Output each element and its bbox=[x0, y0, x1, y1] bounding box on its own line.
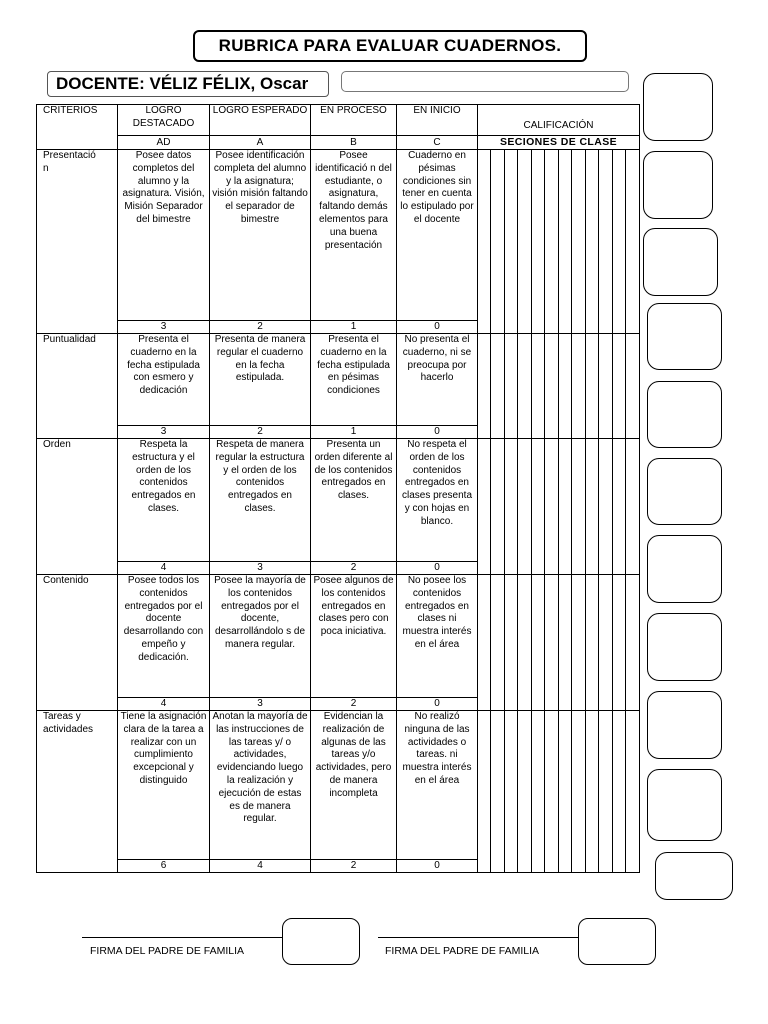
signature-line-2 bbox=[378, 937, 578, 938]
grade-cell[interactable] bbox=[478, 575, 491, 711]
header-secciones: SECIONES DE CLASE bbox=[478, 136, 640, 150]
grade-cell[interactable] bbox=[545, 439, 559, 575]
grade-cell[interactable] bbox=[626, 334, 640, 439]
score-cell: 3 bbox=[210, 562, 311, 575]
grade-cell[interactable] bbox=[599, 575, 613, 711]
rubric-row bbox=[37, 150, 640, 321]
grade-cell[interactable] bbox=[518, 575, 532, 711]
score-cell: 6 bbox=[118, 860, 210, 873]
grade-cell[interactable] bbox=[532, 711, 545, 873]
grade-cell[interactable] bbox=[545, 334, 559, 439]
cell-criterio: Contenido bbox=[37, 575, 118, 711]
grade-cell[interactable] bbox=[532, 334, 545, 439]
grade-cell[interactable] bbox=[518, 439, 532, 575]
header-b: B bbox=[311, 136, 397, 150]
grade-cell[interactable] bbox=[613, 334, 626, 439]
signature-box-1[interactable] bbox=[282, 918, 360, 965]
grade-cell[interactable] bbox=[545, 711, 559, 873]
side-box-8[interactable] bbox=[647, 613, 722, 681]
cell-en-inicio: Cuaderno en pésimas condiciones sin tener en cuenta lo estipulado por el docente bbox=[397, 150, 478, 321]
rubric-row bbox=[37, 334, 640, 426]
cell-en-proceso: Evidencian la realización de algunas de las tareas y/o actividades, pero de manera incompleta bbox=[311, 711, 397, 860]
grade-cell[interactable] bbox=[626, 575, 640, 711]
grade-cell[interactable] bbox=[532, 439, 545, 575]
rubric-row bbox=[37, 575, 640, 698]
grade-cell[interactable] bbox=[599, 334, 613, 439]
grade-cell[interactable] bbox=[613, 150, 626, 334]
grade-cell[interactable] bbox=[505, 711, 518, 873]
score-cell: 4 bbox=[210, 860, 311, 873]
cell-en-inicio: No presenta el cuaderno, ni se preocupa por hacerlo bbox=[397, 334, 478, 426]
header-calificacion: CALIFICACIÓN bbox=[478, 105, 640, 136]
header-en-proceso: EN PROCESO bbox=[311, 105, 397, 136]
grade-cell[interactable] bbox=[599, 439, 613, 575]
grade-cell[interactable] bbox=[586, 150, 599, 334]
cell-logro-destacado: Posee todos los contenidos entregados por el docente desarrollando con empeño y dedicación. bbox=[118, 575, 210, 698]
cell-logro-esperado: Posee identificación completa del alumno y la asignatura; visión misión faltando el separador de bimestre bbox=[210, 150, 311, 321]
grade-cell[interactable] bbox=[586, 711, 599, 873]
score-cell: 2 bbox=[210, 321, 311, 334]
side-box-10[interactable] bbox=[647, 769, 722, 841]
cell-logro-esperado: Presenta de manera regular el cuaderno en la fecha estipulada. bbox=[210, 334, 311, 426]
side-box-6[interactable] bbox=[647, 458, 722, 525]
grade-cell[interactable] bbox=[518, 711, 532, 873]
score-cell: 0 bbox=[397, 860, 478, 873]
grade-cell[interactable] bbox=[613, 575, 626, 711]
signature-label-1: FIRMA DEL PADRE DE FAMILIA bbox=[90, 945, 245, 957]
grade-cell[interactable] bbox=[613, 711, 626, 873]
grade-cell[interactable] bbox=[491, 711, 505, 873]
cell-criterio: Tareas y actividades bbox=[37, 711, 118, 873]
header-a: A bbox=[210, 136, 311, 150]
score-cell: 0 bbox=[397, 562, 478, 575]
grade-cell[interactable] bbox=[559, 575, 572, 711]
cell-logro-destacado: Presenta el cuaderno en la fecha estipulada con esmero y dedicación bbox=[118, 334, 210, 426]
side-box-3[interactable] bbox=[643, 228, 718, 296]
grade-cell[interactable] bbox=[572, 575, 586, 711]
grade-cell[interactable] bbox=[545, 575, 559, 711]
grade-cell[interactable] bbox=[478, 334, 491, 439]
grade-cell[interactable] bbox=[491, 575, 505, 711]
side-box-2[interactable] bbox=[643, 151, 713, 219]
score-cell: 0 bbox=[397, 426, 478, 439]
grade-cell[interactable] bbox=[532, 150, 545, 334]
grade-cell[interactable] bbox=[518, 150, 532, 334]
score-cell: 2 bbox=[210, 426, 311, 439]
score-cell: 4 bbox=[118, 698, 210, 711]
rubric-table bbox=[36, 104, 640, 873]
cell-logro-destacado: Tiene la asignación clara de la tarea a realizar con un cumplimiento excepcional y distinguido bbox=[118, 711, 210, 860]
grade-cell[interactable] bbox=[559, 711, 572, 873]
rubric-row bbox=[37, 439, 640, 562]
grade-cell[interactable] bbox=[491, 334, 505, 439]
cell-en-inicio: No respeta el orden de los contenidos entregados en clases presenta y con hojas en blanco. bbox=[397, 439, 478, 562]
grade-cell[interactable] bbox=[572, 439, 586, 575]
cell-logro-esperado: Posee la mayoría de los contenidos entregados por el docente, desarrollándolo s de manera regular. bbox=[210, 575, 311, 698]
score-cell: 4 bbox=[118, 562, 210, 575]
score-cell: 2 bbox=[311, 562, 397, 575]
docente-field: DOCENTE: VÉLIZ FÉLIX, Oscar bbox=[47, 71, 329, 97]
grade-cell[interactable] bbox=[505, 334, 518, 439]
score-cell: 0 bbox=[397, 698, 478, 711]
page-title: RUBRICA PARA EVALUAR CUADERNOS. bbox=[193, 30, 587, 62]
grade-cell[interactable] bbox=[586, 334, 599, 439]
score-cell: 2 bbox=[311, 860, 397, 873]
score-cell: 0 bbox=[397, 321, 478, 334]
grade-cell[interactable] bbox=[586, 575, 599, 711]
grade-cell[interactable] bbox=[572, 150, 586, 334]
cell-logro-destacado: Posee datos completos del alumno y la asignatura. Visión, Misión Separador del bimestre bbox=[118, 150, 210, 321]
grade-cell[interactable] bbox=[599, 150, 613, 334]
side-box-4[interactable] bbox=[647, 303, 722, 370]
side-box-1[interactable] bbox=[643, 73, 713, 141]
cell-criterio: Presentació n bbox=[37, 150, 118, 334]
cell-logro-esperado: Anotan la mayoría de las instrucciones de las tareas y/ o actividades, evidenciando luego la realización y ejecución de estas es de manera regular. bbox=[210, 711, 311, 860]
score-cell: 3 bbox=[210, 698, 311, 711]
cell-en-proceso: Posee algunos de los contenidos entregados en clases pero con poca iniciativa. bbox=[311, 575, 397, 698]
grade-cell[interactable] bbox=[626, 711, 640, 873]
grade-cell[interactable] bbox=[505, 439, 518, 575]
grade-cell[interactable] bbox=[505, 150, 518, 334]
grade-cell[interactable] bbox=[572, 711, 586, 873]
signature-line-1 bbox=[82, 937, 282, 938]
header-ad: AD bbox=[118, 136, 210, 150]
header-en-inicio: EN INICIO bbox=[397, 105, 478, 136]
side-box-7[interactable] bbox=[647, 535, 722, 603]
header-criterios: CRITERIOS bbox=[37, 105, 118, 150]
grade-cell[interactable] bbox=[626, 439, 640, 575]
cell-criterio: Orden bbox=[37, 439, 118, 575]
side-box-9[interactable] bbox=[647, 691, 722, 759]
score-cell: 1 bbox=[311, 321, 397, 334]
grade-cell[interactable] bbox=[626, 150, 640, 334]
cell-logro-destacado: Respeta la estructura y el orden de los contenidos entregados en clases. bbox=[118, 439, 210, 562]
grade-cell[interactable] bbox=[505, 575, 518, 711]
grade-cell[interactable] bbox=[491, 150, 505, 334]
rubric-row bbox=[37, 711, 640, 860]
grade-cell[interactable] bbox=[478, 150, 491, 334]
score-cell: 3 bbox=[118, 321, 210, 334]
grade-cell[interactable] bbox=[518, 334, 532, 439]
grade-cell[interactable] bbox=[545, 150, 559, 334]
cell-en-inicio: No posee los contenidos entregados en clases ni muestra interés en el área bbox=[397, 575, 478, 698]
header-c: C bbox=[397, 136, 478, 150]
grade-cell[interactable] bbox=[478, 711, 491, 873]
signature-box-2[interactable] bbox=[578, 918, 656, 965]
grade-cell[interactable] bbox=[491, 439, 505, 575]
grade-cell[interactable] bbox=[586, 439, 599, 575]
cell-en-inicio: No realizó ninguna de las actividades o tareas. ni muestra interés en el área bbox=[397, 711, 478, 860]
grade-cell[interactable] bbox=[559, 150, 572, 334]
side-box-11[interactable] bbox=[655, 852, 733, 900]
cell-en-proceso: Presenta el cuaderno en la fecha estipulada en pésimas condiciones bbox=[311, 334, 397, 426]
grade-cell[interactable] bbox=[572, 334, 586, 439]
cell-logro-esperado: Respeta de manera regular la estructura y el orden de los contenidos entregados en clases. bbox=[210, 439, 311, 562]
score-cell: 3 bbox=[118, 426, 210, 439]
cell-en-proceso: Posee identificació n del estudiante, o asignatura, faltando demás elementos para una buena presentación bbox=[311, 150, 397, 321]
grade-cell[interactable] bbox=[478, 439, 491, 575]
grade-cell[interactable] bbox=[532, 575, 545, 711]
side-box-5[interactable] bbox=[647, 381, 722, 448]
grade-cell[interactable] bbox=[559, 439, 572, 575]
cell-criterio: Puntualidad bbox=[37, 334, 118, 439]
signature-label-2: FIRMA DEL PADRE DE FAMILIA bbox=[385, 945, 540, 957]
score-cell: 2 bbox=[311, 698, 397, 711]
score-cell: 1 bbox=[311, 426, 397, 439]
header-logro-esperado: LOGRO ESPERADO bbox=[210, 105, 311, 136]
grade-cell[interactable] bbox=[559, 334, 572, 439]
grade-cell[interactable] bbox=[613, 439, 626, 575]
header-logro-destacado: LOGRO DESTACADO bbox=[118, 105, 210, 136]
cell-en-proceso: Presenta un orden diferente al de los contenidos entregados en clases. bbox=[311, 439, 397, 562]
blank-field[interactable] bbox=[341, 71, 629, 92]
grade-cell[interactable] bbox=[599, 711, 613, 873]
